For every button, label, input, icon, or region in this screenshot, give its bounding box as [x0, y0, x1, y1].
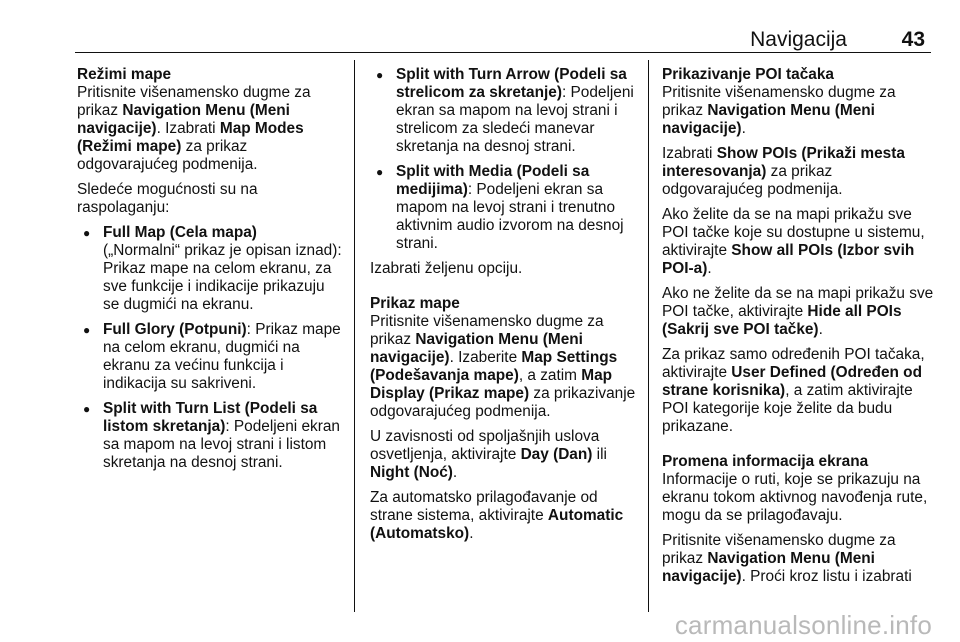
text: Pritisnite višenamensko dugme za prikaz: [662, 84, 896, 119]
text: .: [452, 464, 458, 481]
heading-poi: Prikazivanje POI tačaka: [662, 66, 834, 83]
text: , a zatim aktivirajte POI kategorije koje želite da budu prikazane.: [662, 382, 913, 435]
menu-reference: Navigation Menu (Meni navigacije): [662, 550, 875, 585]
column-1: [77, 66, 345, 479]
paragraph: [370, 428, 636, 482]
text: .: [469, 525, 474, 542]
text: Ako želite da se na mapi prikažu sve POI tačke koje su dostupne u sistemu, aktivirajte: [662, 206, 925, 259]
text: .: [741, 120, 746, 137]
menu-reference: Hide all POIs (Sakrij sve POI tačke): [662, 303, 902, 338]
paragraph: [662, 532, 934, 586]
menu-reference: User Defined (Određen od strane korisnika): [662, 364, 922, 399]
text: Za prikaz samo određenih POI tačaka, aktivirajte: [662, 346, 925, 381]
text: za prikaz odgovarajućeg podmenija.: [662, 163, 843, 198]
paragraph: [662, 346, 934, 436]
column-divider-2: [648, 60, 649, 612]
option-name: Split with Turn List (Podeli sa listom skretanja): [103, 400, 318, 435]
paragraph: [662, 145, 934, 199]
paragraph: Informacije o ruti, koje se prikazuju na ekranu tokom aktivnog navođenja rute, mogu da se prilagođavaju.: [662, 471, 928, 524]
section-title: Navigacija: [750, 28, 847, 51]
text: Pritisnite višenamensko dugme za prikaz: [370, 313, 604, 348]
page-number: 43: [901, 28, 925, 51]
paragraph: [370, 313, 636, 421]
text: Pritisnite višenamensko dugme za prikaz: [662, 532, 896, 567]
text: , a zatim: [518, 367, 582, 384]
list-item: [370, 163, 636, 253]
option-desc: : Podeljeni ekran sa mapom na levoj strani i listom skretanja na desnoj strani.: [103, 418, 340, 471]
list-item: [77, 400, 345, 472]
text: .: [818, 321, 823, 338]
menu-reference: Show all POIs (Izbor svih POI-a): [662, 242, 915, 277]
option-desc: : Podeljeni ekran sa mapom na levoj strani i strelicom za sledeći manevar skretanja na desnoj strani.: [396, 84, 634, 155]
text: . Izabrati: [156, 120, 220, 137]
menu-reference: Automatic (Automatsko): [370, 507, 624, 542]
paragraph: Izabrati željenu opciju.: [370, 260, 523, 277]
text: Za automatsko prilagođavanje od strane sistema, aktivirajte: [370, 489, 598, 524]
menu-reference: Show POIs (Prikaži mesta interesovanja): [662, 145, 905, 180]
list-item: [77, 224, 345, 314]
menu-reference: Navigation Menu (Meni navigacije): [662, 102, 875, 137]
heading-map-modes: Režimi mape: [77, 66, 172, 83]
option-name: Full Map (Cela mapa): [103, 224, 257, 241]
menu-reference: Map Display (Prikaz mape): [370, 367, 613, 402]
paragraph: [77, 84, 345, 174]
list-item: [370, 66, 636, 156]
text: . Proći kroz listu i izabrati: [741, 568, 912, 585]
text: U zavisnosti od spoljašnjih uslova osvetljenja, aktivirajte: [370, 428, 600, 463]
option-name: Split with Turn Arrow (Podeli sa strelicom za skretanje): [396, 66, 627, 101]
paragraph: [662, 84, 934, 138]
header-rule: [75, 52, 931, 53]
options-list: [77, 224, 345, 472]
text: .: [707, 260, 712, 277]
heading-map-display: Prikaz mape: [370, 295, 460, 312]
menu-reference: Map Settings (Podešavanja mape): [370, 349, 618, 384]
paragraph: Sledeće mogućnosti su na raspolaganju:: [77, 181, 258, 216]
menu-reference: Day (Dan): [520, 446, 593, 463]
option-name: Split with Media (Podeli sa medijima): [396, 163, 590, 198]
paragraph: [370, 489, 636, 543]
text: ili: [592, 446, 607, 463]
option-desc: : Podeljeni ekran sa mapom na levoj strani i trenutno aktivnim audio izvorom na desnoj strani.: [396, 181, 624, 252]
watermark: carmanualsonline.info: [674, 610, 932, 640]
text: Ako ne želite da se na mapi prikažu sve POI tačke, aktivirajte: [662, 285, 934, 320]
column-2: [370, 66, 636, 550]
text: . Izaberite: [449, 349, 522, 366]
options-list: [370, 66, 636, 253]
text: za prikazivanje odgovarajućeg podmenija.: [370, 385, 636, 420]
menu-reference: Map Modes (Režimi mape): [77, 120, 304, 155]
option-desc: : Prikaz mape na celom ekranu, dugmići na ekranu za većinu funkcija i indikacija su sakriveni.: [103, 321, 341, 392]
page-header: [75, 28, 931, 50]
column-3: [662, 66, 934, 593]
menu-reference: Navigation Menu (Meni navigacije): [370, 331, 583, 366]
option-desc: („Normalni“ prikaz je opisan iznad): Prikaz mape na celom ekranu, za sve funkcije i indikacije prikazuju se dugmići na ekranu.: [103, 242, 342, 313]
menu-reference: Navigation Menu (Meni navigacije): [77, 102, 290, 137]
paragraph: [662, 285, 934, 339]
text: Pritisnite višenamensko dugme za prikaz: [77, 84, 311, 119]
list-item: [77, 321, 345, 393]
menu-reference: Night (Noć): [370, 464, 453, 481]
heading-screen-info: Promena informacija ekrana: [662, 453, 869, 470]
text: Izabrati: [662, 145, 717, 162]
option-name: Full Glory (Potpuni): [103, 321, 247, 338]
paragraph: [662, 206, 934, 278]
column-divider-1: [354, 60, 355, 612]
text: za prikaz odgovarajućeg podmenija.: [77, 138, 258, 173]
